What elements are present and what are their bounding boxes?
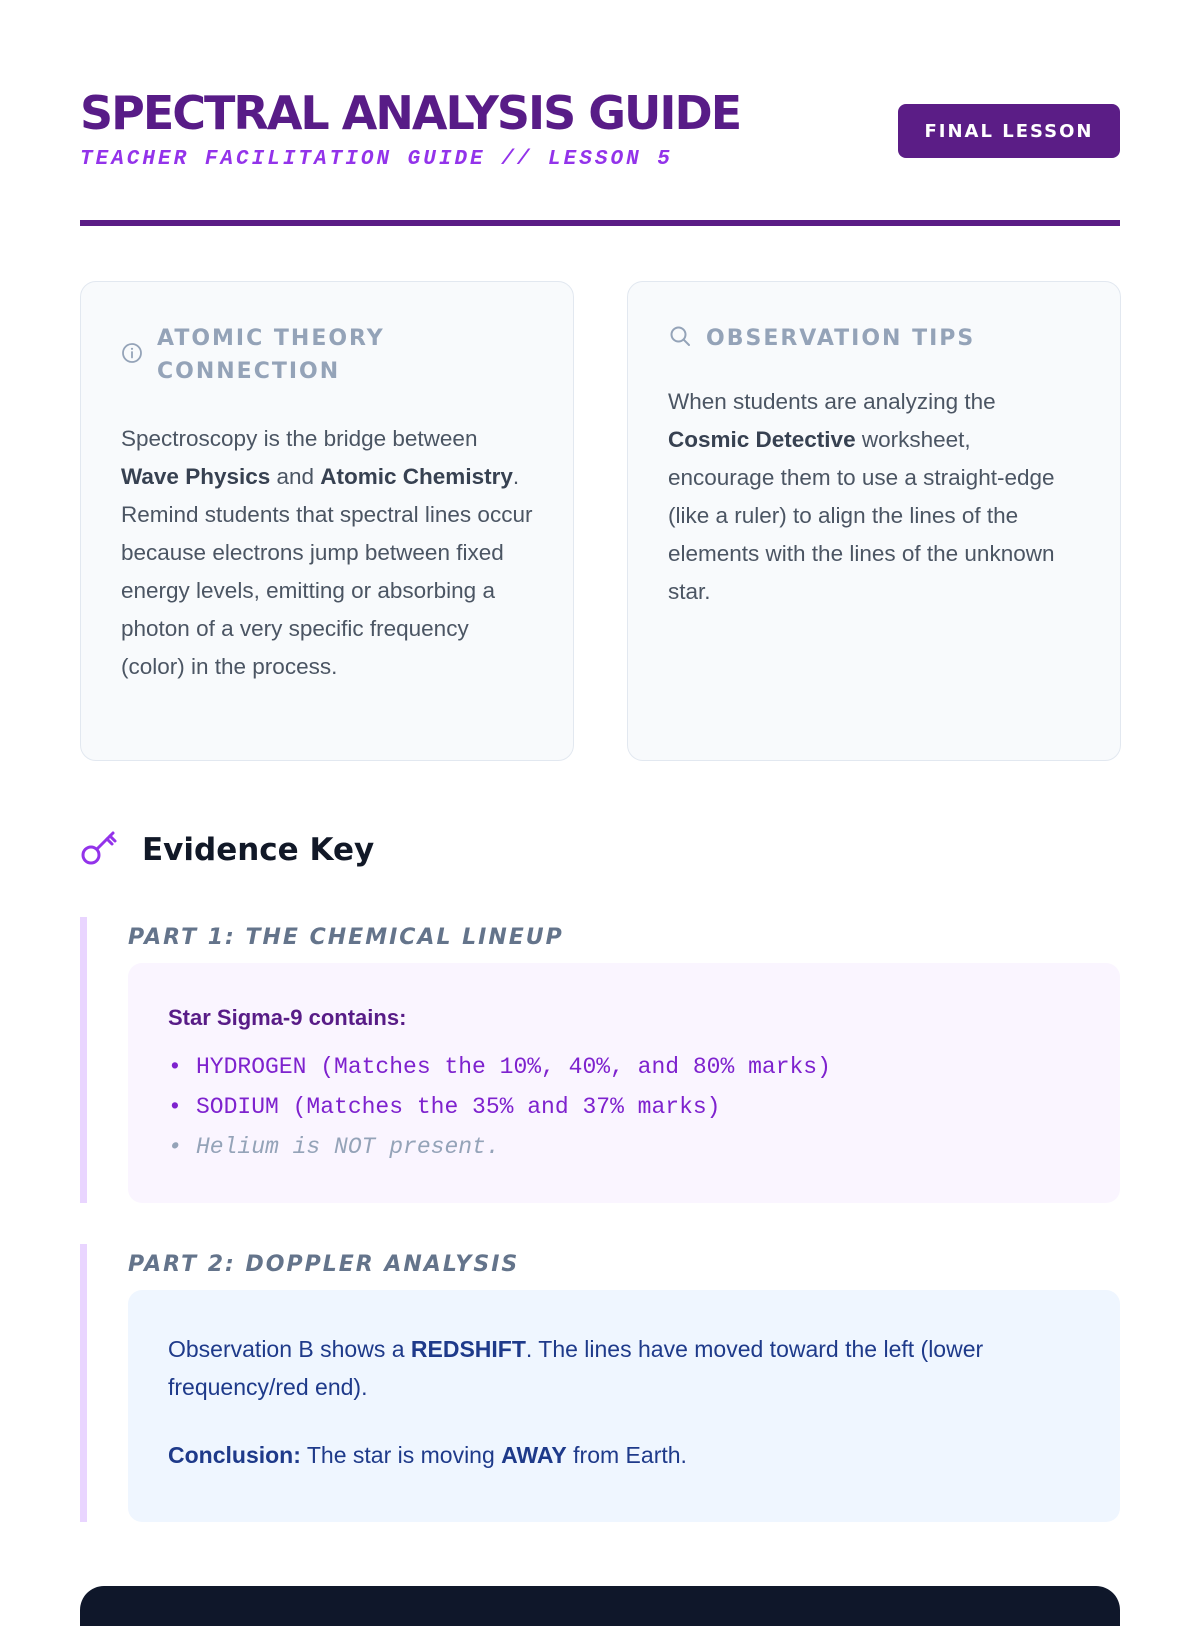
page-title: SPECTRAL ANALYSIS GUIDE (80, 86, 741, 140)
search-icon (668, 324, 692, 353)
part-2-section (80, 1244, 1120, 1522)
part-1-lead: Star Sigma-9 contains: (168, 1005, 407, 1030)
list-item: • HYDROGEN (Matches the 10%, 40%, and 80% marks) (168, 1054, 831, 1080)
part-1-accent-bar (80, 917, 87, 1203)
footer-bar (80, 1586, 1120, 1626)
part-1-box (128, 963, 1120, 1203)
atomic-theory-title: ATOMIC THEORY CONNECTION (157, 326, 385, 384)
atomic-theory-card (80, 281, 574, 761)
atomic-theory-text: Spectroscopy is the bridge between Wave Physics and Atomic Chemistry. Remind students that spectral lines occur because electrons jump between fixed energy levels, emitting or absorbing a photon of a very specific frequency (color) in the process. (121, 426, 533, 679)
evidence-key-title: Evidence Key (142, 831, 375, 868)
key-icon (80, 828, 118, 871)
doppler-conclusion: Conclusion: The star is moving AWAY from Earth. (168, 1442, 687, 1468)
list-item: • SODIUM (Matches the 35% and 37% marks) (168, 1094, 721, 1120)
info-circle-icon (121, 342, 143, 369)
header-divider (80, 220, 1120, 226)
observation-tips-title: OBSERVATION TIPS (706, 326, 976, 351)
part-1-section (80, 917, 1120, 1203)
final-lesson-badge: FINAL LESSON (898, 104, 1120, 158)
part-1-label: PART 1: THE CHEMICAL LINEUP (128, 925, 564, 950)
list-item: • Helium is NOT present. (168, 1134, 500, 1160)
observation-tips-text: When students are analyzing the Cosmic Detective worksheet, encourage them to use a straight-edge (like a ruler) to align the lines of the elements with the lines of the unknown star. (668, 389, 1055, 604)
header (80, 80, 1120, 230)
evidence-key-heading (80, 828, 374, 871)
part-2-label: PART 2: DOPPLER ANALYSIS (128, 1252, 520, 1277)
part-2-accent-bar (80, 1244, 87, 1522)
observation-tips-card (627, 281, 1121, 761)
part-2-box (128, 1290, 1120, 1522)
page-subtitle: TEACHER FACILITATION GUIDE // LESSON 5 (80, 148, 673, 171)
doppler-observation-text: Observation B shows a REDSHIFT. The lines have moved toward the left (lower frequency/red end). (168, 1336, 984, 1400)
element-list (168, 1047, 1080, 1167)
